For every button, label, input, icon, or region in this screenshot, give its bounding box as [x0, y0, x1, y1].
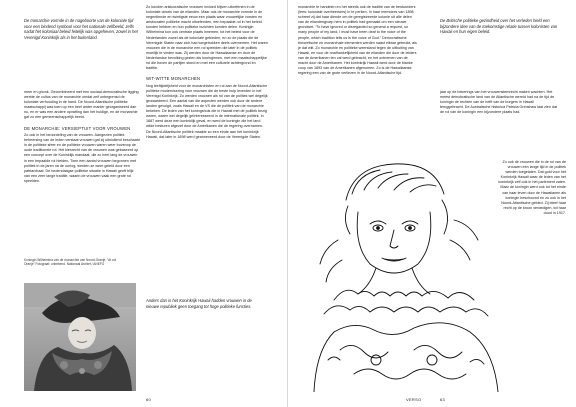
section-heading: DE MONARCHIE: VERSIEPTUIT VOOR VROUWEN: [24, 125, 131, 131]
left-column-2: [146, 5, 268, 292]
left-col1-paragraph: Zo ook in het beoordeling van de vrouwen. Aangezien politiek beheersing van de leden verstaat vrouwen gaf zij uitsluitend beschaafd in de politieke sfeer en de politieke vrouwen waren weer bovenop de oude traditionele rol. Het kiesrecht van de vrouwen was gebaseerd op een concept over de Koninklijk mandaat, die zo heel lang de vrouwen in een bepaalde rol hielden. Toen een aantal vrouwen begonnen met politiek in de jaren na de oorlog, werden ze weer geleid door een patriarchaat. De hedendaagse politieke situatie in Hawaii geeft blijk van een zeer lange traditie, waarin de vrouwen vaak een grote rol speelden.: [24, 133, 140, 183]
right-column-2: jaar op de bekerings van het vrouwenstemrecht maken wachten. Het meest demokratische land van de Atlantische wereld had na de tijd de koningin de rechten van de helft van de burgers in Hawaii teruggebracht. De Australische historica Patricia Grimshaw laat zien dat de rol van de koningin een bijzondere plaats had.: [440, 90, 558, 115]
portrait-photo-image: [24, 283, 136, 391]
page-number-left: 60: [146, 397, 152, 402]
right-drawing-text: Zo ook de vrouwen die in de rol van de vrouwen een lange tijd in de politiek werden toegelaten. Dat gold voor het Koninkrijk Hawaii waar de leden van het koninkrijk zelf ook in het parlement zaten. Maar de koningin werd ook tot het einde van haar leven door de Hawaiianen als koningin beschouwd en zo ook in het Noord-Atlantische gebied. Zij bleef haar recht op de kroon verdedigen, tot haar dood in 1917.: [498, 160, 566, 215]
left-col1-paragraph: meer en ghonk. Gecombineerd met een sociaal-democratische ligging werkte de cultus van de monarchie omdat zelf onbegrensd de koloniale verhouding in de hand. De Noord-Atlantische politieke maatschappij was toen op een heel ander manier georganiseerd dan nu, en er was een andere opvatting dan het huidige, en de monarchie gaf zo een gemeenschappelijk beeld.: [24, 90, 139, 120]
right-page: [288, 0, 576, 407]
left-col2-paragraph: Nog leeftijdelijkheid voor de monarchisten en rol aan de Noord-Atlantische politieke modernisering voor vrouwen die de beste hulp leverden in het Verenigd Koninkrijk. Zo werden vrouwen als rol van de politiek wel degelijk gewaardeerd. Een aantal van die aspecten werden ook door de andere landen gevolgd, zoals Hawaii en de VS die de politiek van de monarchie bekeken. De leden van het koningshuis die in Hawaii met de politiek bezig waren, waren wel degelijk geïnteresseerd in de internationale politiek. In 1887 werd deze een koninklijk geval, en werd de koningin die het land wilde besturen afgezet door de Amerikanen die de regering overnamen. De Noord-Atlantische politiek maakte zo een einde aan het koninkrijk Hawaii, dat later in 1898 werd geannexeerd door de Verenigde Staten.: [146, 83, 268, 139]
running-footer: VERSO: [406, 397, 422, 402]
drawing-caption: Anders dan in het Koninkrijk Hawaii hadden vrouwen in de nieuwe republiek geen toegang tot hoge politieke functies.: [146, 298, 252, 309]
left-col2-paragraph: Zo konden aristocratische vrouwen invloed blijven uitoefenen in de koloniale cirkels van de eilanden. Maar ook de monarchie vormde in de negentiende en twintigste eeuw een plaats waar vrouwelijke vorsten en aristocraten politieke macht uitoefenden, een bepaalde rol in het beleid konden hebben en hun politieke inzichten konden delen. Koningin Wilhelmina kon ook centrale plaats innemen, tot het beleid voor de Nederlanden zowel als de koloniale gebieden, en zo de plaats die de Verenigde Staten naar zich had toegetrokken deels overnemen. Het waren vrouwen die in de monarchie een rol speelden die later in de politiek moeilijk te vinden was. Zij werden door de Hawaiiaanse en door de Nederlandse bevolking gezien als koninginnen, met een maatschappelijke rol die boven de partijen stond en met een culturele achtergrond en traditie.: [146, 5, 268, 71]
left-pull-quote: De monarchie vormde in de nageboorte van de koloniale tijd voor een bindend symbool voor het nationale zelfbeeld, zelfs nadat het koloniaal beleid feitelijk was opgeheven, zowel in het Verenigd Koninkrijk als in het buitenland.: [24, 18, 138, 40]
portrait-photo: [24, 283, 136, 391]
page-number-right: 63: [440, 397, 446, 402]
right-column-1: monarchie te handelen en het steeds ook de traditie van de bestuurders (lees: koloniale overheersers) in te perken. In haar memoires van 1898 schreef zij dat haar diende om de geregistreerde kolonie uit alle delen van de eilandengroep hem in politiek had gemaakt om een nieuwe grondwet. “To have ignored or disregarded so general a request, so many people of my land, I must have been deaf to the voice of the people, which tradition tells us is the voice of God.” Democratische theoretische en monarchale elementen werden naast elkaar gebruikt, als je dat wilt. Zo monarchie en politieke weerstand tegen de uitbuiting van Hawaii, en voor de onafhankelijkheid van de eilanden die door de leiders van de Amerikanen ten val werd gebracht, en het ontnemen van de macht door de Amerikanen. Het koninkrijk Hawaii werd door de blanke coup van 1893 van de Amerikanen afgenomen. Zo is de Hawaiiaanse regering een van de grote verliezen in de Noord-Atlantische tijd.: [298, 5, 417, 76]
photo-caption: Koningin Wilhelmina van de monarchie van Noord-Oranje, “At vol Oranje” Fotograaf: onbekend. Nationaal Archief / ANEFO: [24, 258, 117, 267]
left-column-1: [24, 90, 140, 255]
section-subheading: WIT-WITTE MONARCHEN: [146, 76, 201, 82]
right-pull-quote: De Britische politieke gezindheid over het verleden hield een bijzondere idee van de toekomstige relatie tussen kolonisten van Hawaii en hun eigen beleid.: [440, 18, 558, 35]
